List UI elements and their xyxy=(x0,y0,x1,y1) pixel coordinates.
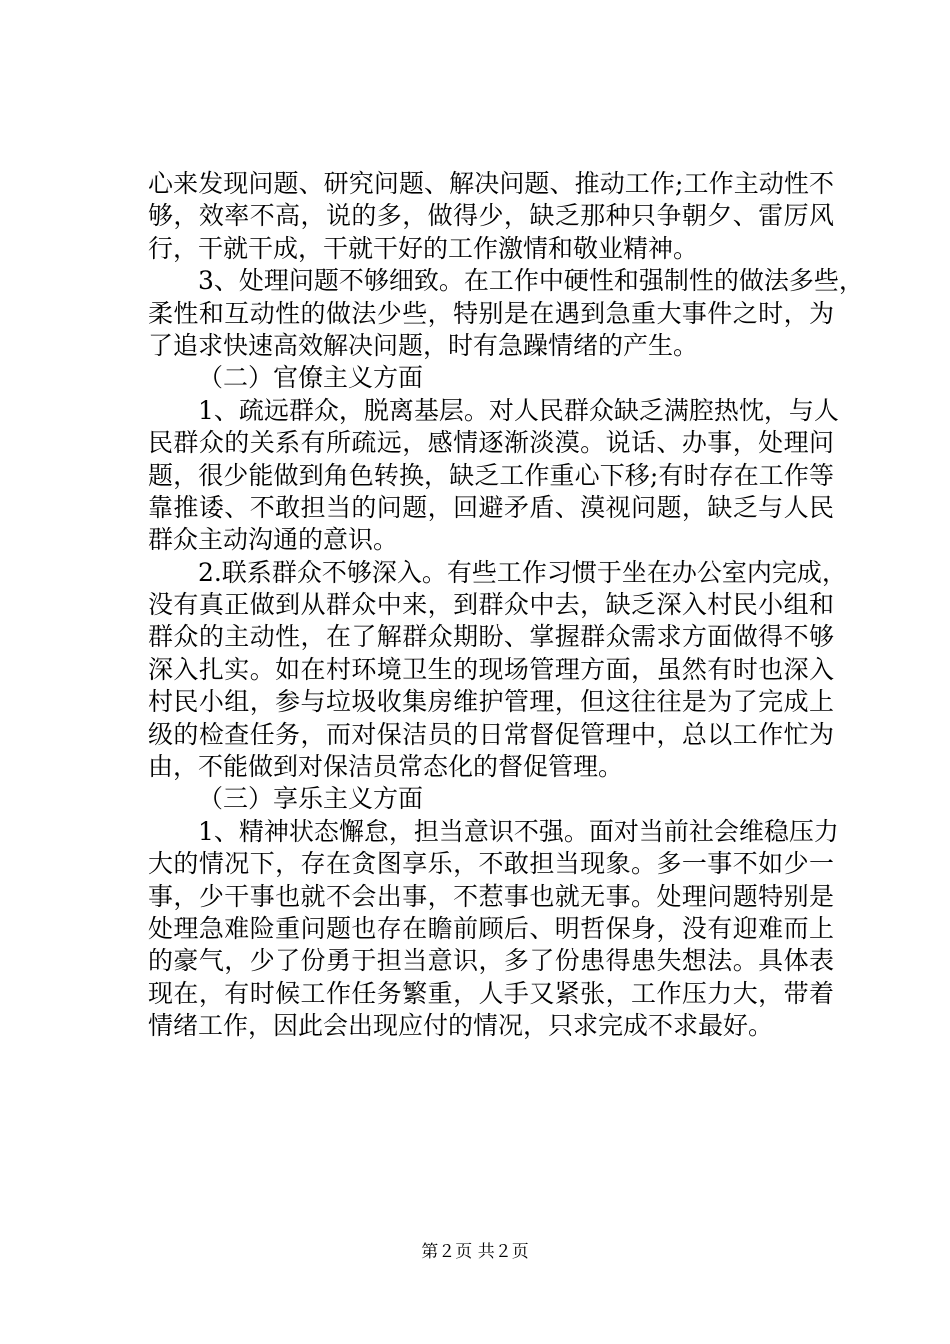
text-line: 靠推诿、不敢担当的问题，回避矛盾、漠视问题，缺乏与人民 xyxy=(148,492,834,522)
text-line: 处理急难险重问题也存在瞻前顾后、明哲保身，没有迎难而上 xyxy=(148,913,834,943)
text-line: 了追求快速高效解决问题，时有急躁情绪的产生。 xyxy=(148,330,699,360)
text-line: 群众主动沟通的意识。 xyxy=(148,525,399,555)
section-heading: （三）享乐主义方面 xyxy=(198,784,424,814)
text-line: 心来发现问题、研究问题、解决问题、推动工作;工作主动性不 xyxy=(148,169,834,198)
text-line: 3、处理问题不够细致。在工作中硬性和强制性的做法多些， xyxy=(198,266,864,296)
text-line: 村民小组，参与垃圾收集房维护管理，但这往往是为了完成上 xyxy=(148,687,834,717)
text-line: 级的检查任务，而对保洁员的日常督促管理中，总以工作忙为 xyxy=(148,719,834,749)
text-line: 1、精神状态懈怠，担当意识不强。面对当前社会维稳压力 xyxy=(198,816,839,846)
text-line: 没有真正做到从群众中来，到群众中去，缺乏深入村民小组和 xyxy=(148,590,834,620)
text-line: 民群众的关系有所疏远，感情逐渐淡漠。说话、办事，处理问 xyxy=(148,428,834,458)
text-line: 大的情况下，存在贪图享乐，不敢担当现象。多一事不如少一 xyxy=(148,849,834,879)
text-line: 群众的主动性，在了解群众期盼、掌握群众需求方面做得不够 xyxy=(148,622,834,652)
text-line: 1、疏远群众，脱离基层。对人民群众缺乏满腔热忱，与人 xyxy=(198,395,839,425)
text-line: 现在，有时候工作任务繁重，人手又紧张，工作压力大，带着 xyxy=(148,978,834,1008)
text-line: 的豪气，少了份勇于担当意识，多了份患得患失想法。具体表 xyxy=(148,946,834,976)
text-line: 柔性和互动性的做法少些，特别是在遇到急重大事件之时，为 xyxy=(148,298,834,328)
text-line: 由，不能做到对保洁员常态化的督促管理。 xyxy=(148,752,624,782)
section-heading: （二）官僚主义方面 xyxy=(198,363,424,393)
text-line: 行，干就干成，干就干好的工作激情和敬业精神。 xyxy=(148,233,699,263)
text-line: 事，少干事也就不会出事，不惹事也就无事。处理问题特别是 xyxy=(148,881,834,911)
text-line: 2.联系群众不够深入。有些工作习惯于坐在办公室内完成， xyxy=(198,557,847,587)
text-line: 够，效率不高，说的多，做得少，缺乏那种只争朝夕、雷厉风 xyxy=(148,201,834,231)
text-line: 情绪工作，因此会出现应付的情况，只求完成不求最好。 xyxy=(148,1011,774,1041)
document-body xyxy=(148,168,864,1043)
page-footer: 第２页 共２页 xyxy=(421,1242,529,1262)
text-line: 深入扎实。如在村环境卫生的现场管理方面，虽然有时也深入 xyxy=(148,654,834,684)
text-line: 题，很少能做到角色转换，缺乏工作重心下移;有时存在工作等 xyxy=(148,460,834,490)
